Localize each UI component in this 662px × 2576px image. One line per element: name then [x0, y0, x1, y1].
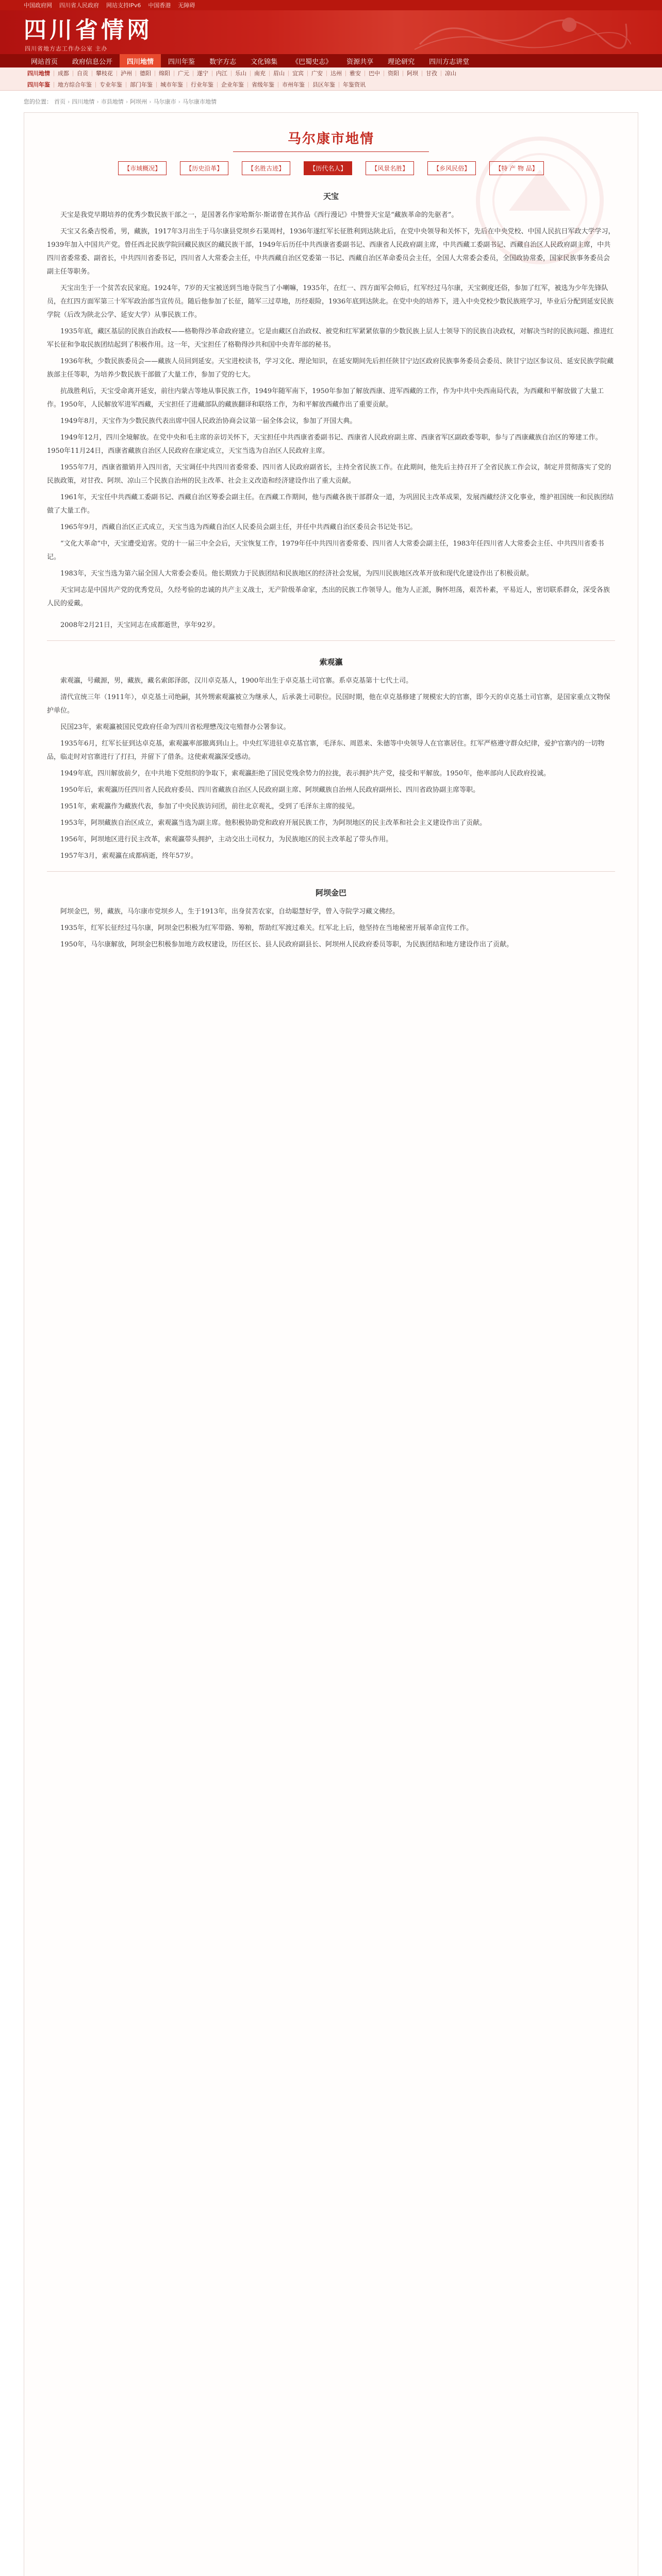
site-header [0, 10, 662, 54]
sub-nav-link[interactable]: 市州年鉴 [278, 82, 309, 88]
paragraph: 1935年底，藏区基层的民族自治政权——格勒得沙革命政府建立。它是由藏区自治政权、被党和红军紧紧依靠的少数民族上层人士领导下的民族自决政权，对解决当时的民族问题、推进红军长征和争取民族团结起到了积极作用。这一年，天宝担任了格勒得沙共和国中央青年部的秘书。 [47, 328, 614, 349]
sub-nav-link[interactable]: 省级年鉴 [248, 82, 278, 88]
top-strip [0, 0, 662, 10]
paragraph: 1935年6月，红军长征到达卓克基，索观瀛率部撤离到山上。中央红军进驻卓克基官寨，毛泽东、周恩来、朱德等中央领导人在官寨居住。红军严格遵守群众纪律，爱护官寨内的一切物品，临走时对官寨进行了打扫，并留下了借条。这使索观瀛深受感动。 [47, 740, 605, 761]
breadcrumb [24, 97, 638, 106]
section-title: 阿坝金巴 [315, 888, 346, 897]
paragraph: 索观瀛，号藏源，男，藏族，藏名索郎泽郎，汉川卓克基人，1900年出生于卓克基土司官寨。系卓克基第十七代土司。 [60, 677, 413, 685]
sub-nav-link[interactable]: 德阳 [136, 71, 155, 76]
nav-item[interactable]: 四川方志讲堂 [429, 58, 470, 66]
site-logo-subtitle: 四川省地方志工作办公室 主办 [25, 45, 108, 52]
sub-nav-link[interactable]: 城市年鉴 [157, 82, 187, 88]
sub-nav-link[interactable]: 绵阳 [155, 71, 174, 76]
paragraph: 阿坝金巴，男，藏族，马尔康市党坝乡人，生于1913年，出身贫苦农家，自幼聪慧好学，曾入寺院学习藏文佛经。 [60, 908, 400, 916]
sub-nav-link[interactable]: 四川地情 [24, 71, 54, 76]
paragraph: 1950年，马尔康解放，阿坝金巴积极参加地方政权建设，历任区长、县人民政府副县长、阿坝州人民政府委员等职，为民族团结和地方建设作出了贡献。 [60, 941, 514, 948]
sub-nav-link[interactable]: 遂宁 [193, 71, 212, 76]
nav-item[interactable]: 网站首页 [31, 58, 58, 66]
closing-paragraph: 2008年2月21日，天宝同志在成都逝世，享年92岁。 [60, 621, 220, 629]
category-tab[interactable]: 【历史沿革】 [180, 161, 228, 175]
category-tab[interactable]: 【市域概况】 [118, 161, 167, 175]
sub-nav-link[interactable]: 自贡 [73, 71, 92, 76]
breadcrumb-separator-icon: › [149, 98, 152, 105]
paragraph: 天宝又名桑吉悦希，男，藏族，1917年3月出生于马尔康县党坝乡石果周村，1936年遂红军长征胜利到达陕北后，在党中央领导和关怀下，先后在中央党校、中国人民抗日军政大学学习，1939年加入中国共产党。曾任西北民族学院回藏民族区的藏民族干部，1949年后历任中共西康省委副书记、西康省人民政府副主席，中共西藏工委副书记、西藏自治区人民政府副主席，中共四川省委常委、副省长，中共四川省委书记，四川省人大常委会主任，中共西藏自治区党委第一书记、西藏自治区革命委员会主任，全国人大常委会委员，全国政协常委，国家民族事务委员会副主任等职务。 [47, 228, 615, 276]
category-tab[interactable]: 【历代名人】 [304, 161, 352, 175]
paragraph: 1956年，阿坝地区进行民主改革，索观瀛带头拥护，主动交出土司权力，为民族地区的民主改革起了带头作用。 [60, 836, 393, 843]
paragraph: 1935年，红军长征经过马尔康，阿坝金巴积极为红军带路、筹粮，帮助红军渡过难关。红军北上后，他坚持在当地秘密开展革命宣传工作。 [60, 924, 473, 932]
paragraph: 1949年12月，四川全境解放。在党中央和毛主席的亲切关怀下，天宝担任中共西康省委副书记、西康省人民政府副主席、西康省军区副政委等职，参与了西康藏族自治区的筹建工作。1950年11月24日，西康省藏族自治区人民政府在康定成立，天宝当选为自治区人民政府主席。 [47, 434, 602, 455]
sub-nav-link[interactable]: 广安 [308, 71, 327, 76]
section-divider [47, 871, 615, 872]
breadcrumb-link[interactable]: 首页 [54, 98, 65, 105]
paragraph: 1983年，天宝当选为第六届全国人大常委会委员。他长期致力于民族团结和民族地区的经济社会发展，为四川民族地区改革开放和现代化建设作出了积极贡献。 [60, 570, 534, 578]
sub-nav-link[interactable]: 泸州 [117, 71, 136, 76]
paragraph: 天宝同志是中国共产党的优秀党员，久经考验的忠诚的共产主义战士，无产阶级革命家，杰出的民族工作领导人。他为人正派，胸怀坦荡，艰苦朴素，平易近人，密切联系群众，深受各族人民的爱戴。 [47, 586, 610, 607]
sub-nav-link[interactable]: 部门年鉴 [126, 82, 157, 88]
paragraph: 1949年底，四川解放前夕，在中共地下党组织的争取下，索观瀛拒绝了国民党残余势力的拉拢，表示拥护共产党，接受和平解放。1950年，他率部向人民政府投诚。 [60, 770, 551, 777]
top-link[interactable]: 中国政府网 [24, 2, 52, 9]
nav-item[interactable]: 数字方志 [209, 58, 237, 66]
section-title: 天宝 [323, 192, 339, 201]
sub-nav-link[interactable]: 达州 [327, 71, 346, 76]
section-article [24, 905, 638, 952]
sub-nav-link[interactable]: 四川年鉴 [24, 82, 54, 88]
section-article [24, 209, 638, 632]
sub-nav-link[interactable]: 乐山 [231, 71, 251, 76]
main-nav [0, 54, 662, 67]
category-tab[interactable]: 【特 产 物 品】 [489, 161, 543, 175]
sub-nav-link[interactable]: 眉山 [270, 71, 289, 76]
sub-nav-link[interactable]: 行业年鉴 [187, 82, 218, 88]
category-tab[interactable]: 【风景名胜】 [366, 161, 414, 175]
sub-nav-link[interactable]: 企业年鉴 [218, 82, 248, 88]
top-link[interactable]: 中国香港 [148, 2, 171, 9]
sub-nav-row-regions [24, 67, 638, 79]
paragraph: 1950年后，索观瀛历任四川省人民政府委员、四川省藏族自治区人民政府副主席、阿坝藏族自治州人民政府副州长、四川省政协副主席等职。 [60, 786, 480, 794]
category-tab[interactable]: 【名胜古迹】 [242, 161, 290, 175]
breadcrumb-link[interactable]: 马尔康市 [153, 98, 176, 105]
sub-nav-link[interactable]: 巴中 [365, 71, 384, 76]
breadcrumb-link[interactable]: 阿坝州 [130, 98, 147, 105]
paragraph: 天宝是我党早期培养的优秀少数民族干部之一，是国著名作家哈斯尔·斯诺曾在其作品《西行漫记》中赞誉天宝是“藏族革命的先驱者”。 [60, 211, 458, 219]
breadcrumb-label: 您的位置： [24, 98, 52, 105]
paragraph: 1965年9月，西藏自治区正式成立，天宝当选为西藏自治区人民委员会副主任，并任中共西藏自治区委员会书记处书记。 [60, 523, 417, 531]
header-decoration-icon [415, 13, 631, 52]
sub-nav-link[interactable]: 地方综合年鉴 [54, 82, 96, 88]
sub-nav-link[interactable]: 攀枝花 [92, 71, 117, 76]
sub-nav-link[interactable]: 南充 [251, 71, 270, 76]
paragraph: 1961年，天宝任中共西藏工委副书记、西藏自治区筹委会副主任。在西藏工作期间，他与西藏各族干部群众一道，为巩固民主改革成果，发展西藏经济文化事业，维护祖国统一和民族团结做了大量工作。 [47, 494, 614, 515]
sub-nav-link[interactable]: 阿坝 [403, 71, 422, 76]
paragraph: 1936年秋，少数民族委员会——藏族人员回到延安。天宝进校读书，学习文化、理论知识，在延安期间先后担任陕甘宁边区政府民族事务委员会委员、陕甘宁边区参议员、延安民族学院藏族部主任等职，为培养少数民族干部做了大量工作，参加了党的七大。 [47, 358, 614, 379]
paragraph: “文化大革命”中，天宝遭受迫害。党的十一届三中全会后，天宝恢复工作，1979年任中共四川省委常委、四川省人大常委会副主任，1983年任四川省人大常委会主任、中共四川省委书记。 [47, 540, 604, 561]
nav-item[interactable]: 《巴蜀史志》 [292, 58, 333, 66]
nav-item[interactable]: 资源共享 [346, 58, 374, 66]
nav-item[interactable]: 文化锦集 [251, 58, 278, 66]
paragraph: 抗战胜利后，天宝受命离开延安，前往内蒙古等地从事民族工作，1949年随军南下，1950年参加了解放西康、进军西藏的工作，作为中共中央西南局代表，为西藏和平解放做了大量工作。1950年，人民解放军进军西藏，天宝担任了进藏部队的藏族翻译和联络工作，为和平解放西藏作出了重要贡献。 [47, 387, 604, 409]
category-tab[interactable]: 【乡风民俗】 [427, 161, 476, 175]
page-title: 马尔康市地情 [287, 131, 374, 147]
section-title: 索观瀛 [319, 657, 343, 667]
paragraph: 1951年，索观瀛作为藏族代表，参加了中央民族访问团，前往北京观礼，受到了毛泽东主席的接见。 [60, 803, 359, 810]
paragraph: 清代宣统三年（1911年），卓克基土司绝嗣，其外甥索观瀛被立为继承人，后承袭土司职位。民国时期，他在卓克基修建了规模宏大的官寨，即今天的卓克基土司官寨，是国家重点文物保护单位。 [47, 693, 610, 715]
section-article [24, 674, 638, 863]
sub-nav-link[interactable]: 广元 [174, 71, 193, 76]
sub-nav-link[interactable]: 资阳 [384, 71, 403, 76]
sub-nav-link[interactable]: 年鉴资讯 [343, 81, 366, 88]
nav-item[interactable]: 四川年鉴 [168, 58, 195, 66]
breadcrumb-separator-icon: › [96, 98, 99, 105]
breadcrumb-link[interactable]: 马尔康市地情 [183, 98, 217, 105]
breadcrumb-separator-icon: › [178, 98, 181, 105]
top-link[interactable]: 网站支持IPv6 [106, 2, 141, 9]
sub-nav-link[interactable]: 甘孜 [422, 71, 441, 76]
top-link[interactable]: 无障碍 [178, 2, 195, 9]
section-divider [47, 640, 615, 641]
paragraph: 1953年，阿坝藏族自治区成立，索观瀛当选为副主席。他积极协助党和政府开展民族工作，为阿坝地区的民主改革和社会主义建设作出了贡献。 [60, 819, 487, 827]
breadcrumb-link[interactable]: 四川地情 [72, 98, 95, 105]
nav-item[interactable]: 四川地情 [120, 54, 161, 67]
paragraph: 1957年3月，索观瀛在成都病逝，终年57岁。 [60, 852, 197, 860]
nav-item[interactable]: 理论研究 [388, 58, 415, 66]
sub-nav-row-yearbooks [24, 79, 638, 90]
article-body [24, 191, 638, 952]
paragraph: 天宝出生于一个贫苦农民家庭。1924年，7岁的天宝被送到当地寺院当了小喇嘛，1935年，在红一、四方面军会师后，红军经过马尔康，天宝剃度还俗，参加了红军，被选为少年先锋队员，在红四方面军第三十军军政治部当宣传员。随后他参加了长征，随军三过草地，历经艰险，1936年底到达陕北。在党中央的培养下，进入中央党校少数民族班学习，毕业后分配到延安民族学院（后改为陕北公学、延安大学）从事民族工作。 [47, 284, 614, 319]
sub-nav [0, 67, 662, 91]
sub-nav-link[interactable]: 雅安 [346, 71, 365, 76]
title-divider [233, 151, 429, 152]
watermark-seal-icon [473, 133, 607, 267]
paragraph: 民国23年，索观瀛被国民党政府任命为四川省松理懋茂汶屯殖督办公署参议。 [60, 723, 290, 731]
top-link[interactable]: 四川省人民政府 [59, 2, 99, 9]
breadcrumb-separator-icon: › [68, 98, 70, 105]
sub-nav-link[interactable]: 成都 [54, 71, 73, 76]
nav-item[interactable]: 政府信息公开 [72, 58, 113, 66]
sub-nav-link[interactable]: 专业年鉴 [96, 82, 126, 88]
sub-nav-link[interactable]: 凉山 [445, 70, 456, 77]
breadcrumb-separator-icon: › [125, 98, 128, 105]
sub-nav-link[interactable]: 县区年鉴 [309, 82, 339, 88]
main-content [24, 112, 638, 2576]
paragraph: 1949年8月，天宝作为少数民族代表出席中国人民政治协商会议第一届全体会议，参加了开国大典。 [60, 417, 357, 425]
breadcrumb-link[interactable]: 市县地情 [101, 98, 124, 105]
sub-nav-link[interactable]: 宜宾 [289, 71, 308, 76]
paragraph: 1955年7月，西康省撤销并入四川省，天宝调任中共四川省委常委、四川省人民政府副省长，主持全省民族工作。在此期间，他先后主持召开了全省民族工作会议，制定并贯彻落实了党的民族政策，对甘孜、阿坝、凉山三个民族自治州的民主改革、社会主义改造和经济建设作出了重大贡献。 [47, 464, 611, 485]
site-logo-title[interactable]: 四川省情网 [24, 17, 153, 43]
sub-nav-link[interactable]: 内江 [212, 71, 231, 76]
